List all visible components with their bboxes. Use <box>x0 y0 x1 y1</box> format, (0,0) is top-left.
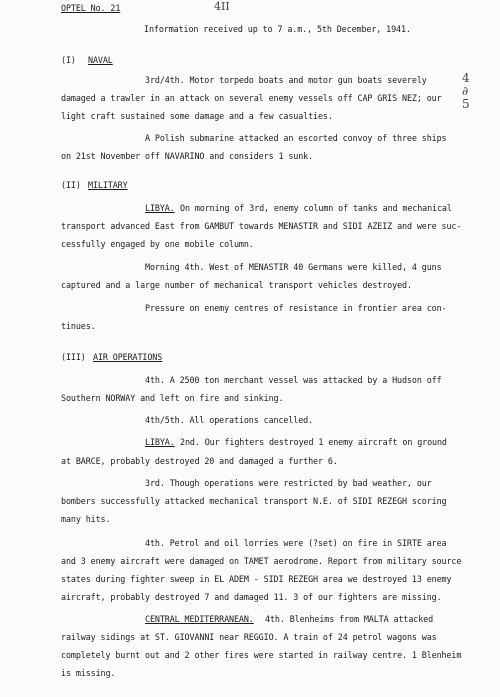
air-p6-line1: 4th. Blenheims from MALTA attacked <box>265 614 434 624</box>
section-naval-title: NAVAL <box>88 55 113 65</box>
air-p3-line2: at BARCE, probably destroyed 20 and damaged a further 6. <box>61 456 338 466</box>
air-p4-line3: many hits. <box>61 514 111 524</box>
air-p4-line2: bombers successfully attacked mechanical transport N.E. of SIDI REZEGH scoring <box>61 496 447 506</box>
naval-p1-line2: damaged a trawler in an attack on several enemy vessels off CAP GRIS NEZ; our <box>61 93 442 103</box>
margin-handwriting: 4 ∂ 5 <box>462 71 470 111</box>
information-line: Information received up to 7 a.m., 5th December, 1941. <box>144 24 411 34</box>
military-p2-line2: captured and a large number of mechanical transport vehicles destroyed. <box>61 280 412 290</box>
military-p3-line2: tinues. <box>61 321 96 331</box>
naval-p2-line1: A Polish submarine attacked an escorted convoy of three ships <box>145 133 447 143</box>
air-p5-line4: aircraft, probably destroyed 7 and damaged 11. 3 of our fighters are missing. <box>61 592 442 602</box>
military-p1-line2: transport advanced East from GAMBUT towards MENASTIR and SIDI AZEIZ and were suc- <box>61 221 462 231</box>
air-p3-line1: 2nd. Our fighters destroyed 1 enemy aircraft on ground <box>180 437 447 447</box>
military-p1-line1: On morning of 3rd, enemy column of tanks and mechanical <box>180 203 452 213</box>
section-air-number: (III) <box>61 352 86 362</box>
air-libya-label: LIBYA. <box>145 437 175 447</box>
military-p1-line3: cessfully engaged by one mobile column. <box>61 239 254 249</box>
section-naval-number: (I) <box>61 55 76 65</box>
military-libya-label: LIBYA. <box>145 203 175 213</box>
air-p2: 4th/5th. All operations cancelled. <box>145 415 314 425</box>
air-p6-line3: completely burnt out and 2 other fires were started in railway centre. 1 Blenheim <box>61 650 462 660</box>
section-air-title: AIR OPERATIONS <box>93 352 163 362</box>
handwritten-number: 4II <box>214 0 230 13</box>
air-p1-line1: 4th. A 2500 ton merchant vessel was attacked by a Hudson off <box>145 375 442 385</box>
military-p2-line1: Morning 4th. West of MENASTIR 40 Germans were killed, 4 guns <box>145 262 442 272</box>
naval-p1-line1: 3rd/4th. Motor torpedo boats and motor gun boats severely <box>145 75 427 85</box>
document-reference: OPTEL No. 21 <box>61 3 121 13</box>
air-p4-line1: 3rd. Though operations were restricted by bad weather, our <box>145 478 432 488</box>
naval-p2-line2: on 21st November off NAVARINO and considers 1 sunk. <box>61 151 314 161</box>
military-p3-line1: Pressure on enemy centres of resistance in frontier area con- <box>145 303 447 313</box>
air-p6-line2: railway sidings at ST. GIOVANNI near REGGIO. A train of 24 petrol wagons was <box>61 632 437 642</box>
section-military-number: (II) <box>61 180 81 190</box>
air-p1-line2: Southern NORWAY and left on fire and sinking. <box>61 393 284 403</box>
air-p6-line4: is missing. <box>61 668 116 678</box>
air-central-med-label: CENTRAL MEDITERRANEAN. <box>145 614 254 624</box>
naval-p1-line3: light craft sustained some damage and a few casualties. <box>61 111 333 121</box>
air-p5-line2: and 3 enemy aircraft were damaged on TAMET aerodrome. Report from military source <box>61 556 462 566</box>
air-p5-line1: 4th. Petrol and oil lorries were (?set) on fire in SIRTE area <box>145 538 447 548</box>
section-military-title: MILITARY <box>88 180 128 190</box>
air-p5-line3: states during fighter sweep in EL ADEM - SIDI REZEGH area we destroyed 13 enemy <box>61 574 452 584</box>
